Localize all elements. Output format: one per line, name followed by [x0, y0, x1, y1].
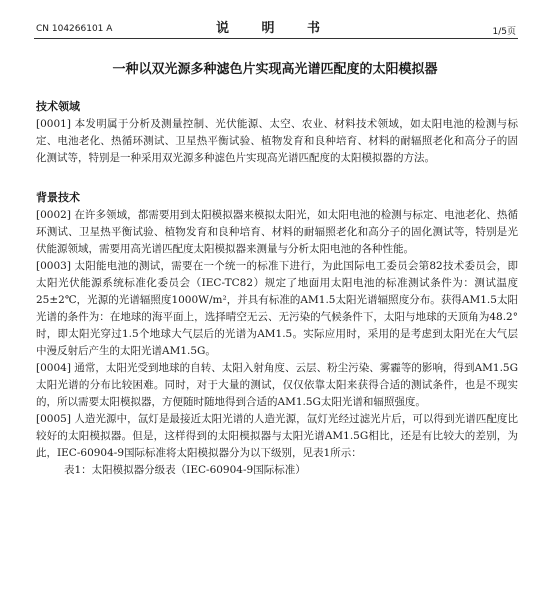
- section-heading-technical-field: 技术领域: [36, 100, 80, 113]
- document-body: [36, 98, 518, 479]
- paragraph-0002: [0002] 在许多领域，都需要用到太阳模拟器来模拟太阳光，如太阳电池的检测与标定、电池老化、热循环测试、卫星热平衡试验、植物发育和良种培育、材料的耐辐照老化和高分子的固化测试等，特别是光伏能源领域，需要用高光谱匹配度太阳模拟器来测量与分析太阳电池的各种性能。: [36, 209, 518, 255]
- document-type-title: 说 明 书: [215, 21, 335, 36]
- page-number: 1/5页: [492, 27, 516, 37]
- paragraph-0003: [0003] 太阳能电池的测试，需要在一个统一的标准下进行，为此国际电工委员会第82技术委员会，即太阳光伏能源系统标准化委员会（IEC-TC82）规定了地面用太阳电池的标准测试条件为：测试温度25±2℃，光源的光谱辐照度1000W/m²，并具有标准的AM1.5太阳光谱辐照度分布。获得AM1.5太阳光谱的条件为：在地球的海平面上，选择晴空无云、无污染的气候条件下，太阳与地球的天顶角为48.2°时，即太阳光穿过1.5个地球大气层后的光谱为AM1.5。实际应用时，采用的是考虑到太阳光在大气层中漫反射后产生的太阳光谱AM1.5G。: [36, 260, 518, 357]
- invention-title: 一种以双光源多种滤色片实现高光谱匹配度的太阳模拟器: [112, 62, 438, 77]
- page-header: [0, 0, 550, 40]
- publication-number: CN 104266101 A: [36, 24, 113, 34]
- header-rule: [34, 38, 518, 39]
- paragraph-0004: [0004] 通常，太阳光受到地球的自转、太阳入射角度、云层、粉尘污染、雾霾等的影响，得到AM1.5G太阳光谱的分布比较困难。同时，对于大量的测试，仅仅依靠太阳来获得合适的测试条件，也是不现实的，所以需要太阳模拟器，方便随时随地得到合适的AM1.5G太阳光谱和辐照强度。: [36, 362, 518, 408]
- section-heading-background: 背景技术: [36, 191, 80, 204]
- table-caption: 表1：太阳模拟器分级表（IEC-60904-9国际标准）: [64, 464, 306, 476]
- paragraph-0005: [0005] 人造光源中，氙灯是最接近太阳光谱的人造光源，氙灯光经过滤光片后，可以得到光谱匹配度比较好的太阳模拟器。但是，这样得到的太阳模拟器与太阳光谱AM1.5G相比，还是有比较大的差别，为此，IEC-60904-9国际标准将太阳模拟器分为以下级别，见表1所示：: [36, 413, 518, 459]
- paragraph-0001: [0001] 本发明属于分析及测量控制、光伏能源、太空、农业、材料技术领域，如太阳电池的检测与标定、电池老化、热循环测试、卫星热平衡试验、植物发育和良种培育、材料的耐辐照老化和高分子的固化测试等，特别是一种采用双光源多种滤色片实现高光谱匹配度的太阳模拟器的方法。: [36, 118, 518, 164]
